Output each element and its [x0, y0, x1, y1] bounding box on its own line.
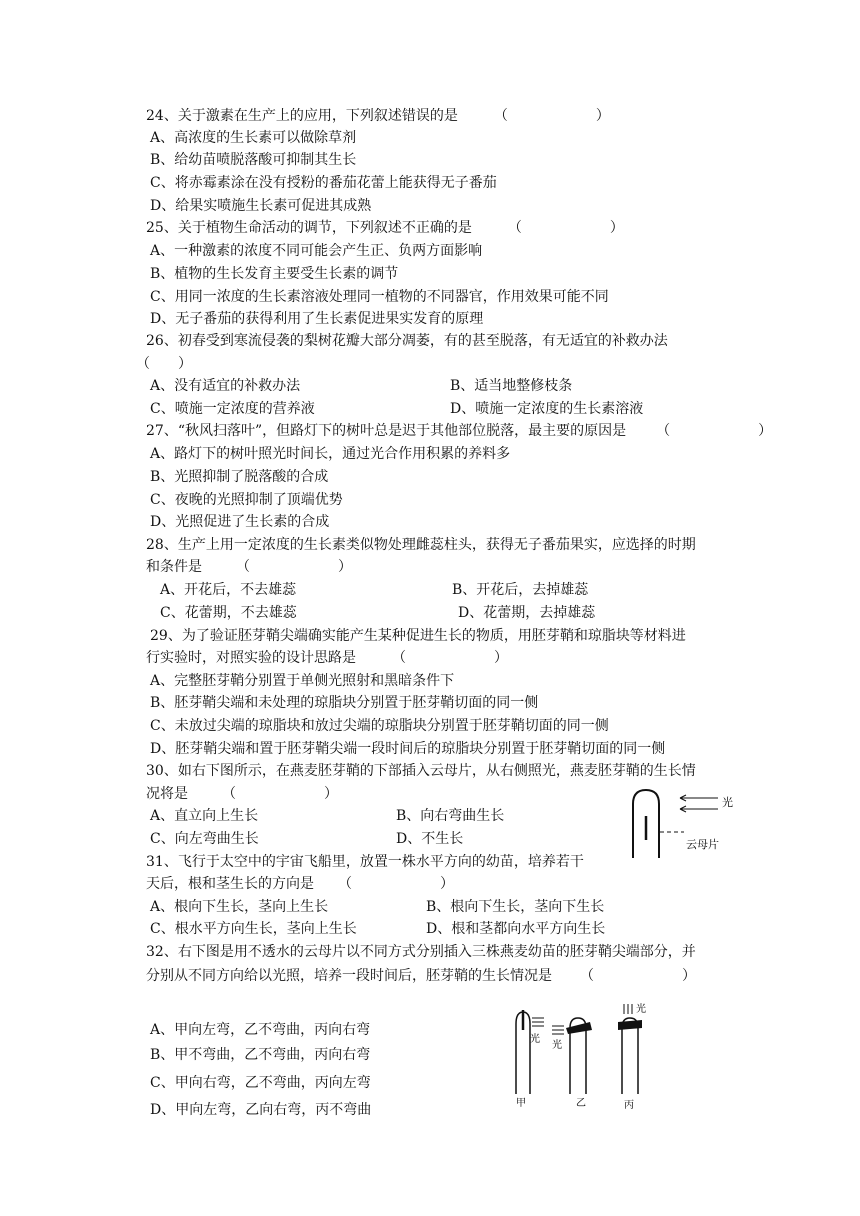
answer-paren: （ ）	[222, 786, 358, 802]
q26-option-c: C、喷施一定浓度的营养液	[150, 401, 315, 417]
q27-option-b: B、光照抑制了脱落酸的合成	[150, 469, 329, 485]
answer-paren: （ ）	[392, 650, 528, 666]
q31-stem-line1: 31、飞行于太空中的宇宙飞船里，放置一株水平方向的幼苗，培养若干	[146, 854, 584, 870]
q29-option-d: D、胚芽鞘尖端和置于胚芽鞘尖端一段时间后的琼脂块分别置于胚芽鞘切面的同一侧	[150, 741, 666, 757]
q28-option-a: A、开花后，不去雄蕊	[160, 582, 297, 598]
q32-stem-line2: 分别从不同方向给以光照，培养一段时间后，胚芽鞘的生长情况是 （ ）	[146, 968, 716, 984]
q24-option-d: D、给果实喷施生长素可促进其成熟	[150, 198, 372, 214]
q32-option-d: D、甲向左弯，乙向右弯，丙不弯曲	[150, 1102, 372, 1118]
q32-seedlings-figure	[500, 1000, 670, 1112]
q30-option-c: C、向左弯曲生长	[150, 831, 259, 847]
q24-option-a: A、高浓度的生长素可以做除草剂	[150, 130, 357, 146]
q28-stem-line1: 28、生产上用一定浓度的生长素类似物处理雌蕊柱头，获得无子番茄果实，应选择的时期	[146, 537, 696, 553]
answer-paren: （ ）	[338, 876, 474, 892]
q28-option-c: C、花蕾期，不去雄蕊	[160, 605, 297, 621]
seedling-bing	[618, 1002, 646, 1111]
q30-stem-line1: 30、如右下图所示，在燕麦胚芽鞘的下部插入云母片，从右侧照光，燕麦胚芽鞘的生长情	[146, 763, 696, 779]
q31-option-c: C、根水平方向生长，茎向上生长	[150, 921, 357, 937]
fig-label-yi: 乙	[576, 1098, 586, 1109]
q29-option-a: A、完整胚芽鞘分别置于单侧光照射和黑暗条件下	[150, 673, 455, 689]
q30-option-d: D、不生长	[396, 831, 464, 847]
q24-stem: 24、关于激素在生产上的应用，下列叙述错误的是 （ ）	[146, 108, 630, 124]
q32-option-a: A、甲向左弯，乙不弯曲，丙向右弯	[150, 1022, 371, 1038]
q31-option-a: A、根向下生长，茎向上生长	[150, 899, 329, 915]
answer-paren: （ ）	[507, 220, 644, 236]
q27-stem: 27、“秋风扫落叶”，但路灯下的树叶总是迟于其他部位脱落，最主要的原因是 （ ）	[146, 423, 793, 439]
q26-option-d: D、喷施一定浓度的生长素溶液	[450, 401, 644, 417]
answer-paren: （ ）	[656, 423, 793, 439]
q27-option-d: D、光照促进了生长素的合成	[150, 514, 330, 530]
fig-mica-label: 云母片	[686, 838, 719, 851]
q30-option-a: A、直立向上生长	[150, 808, 259, 824]
q25-stem: 25、关于植物生命活动的调节，下列叙述不正确的是 （ ）	[146, 220, 644, 236]
fig-light-label: 光	[552, 1040, 562, 1051]
q30-option-b: B、向右弯曲生长	[396, 808, 505, 824]
light-arrows-icon	[624, 1004, 632, 1014]
q31-stem-line2: 天后，根和茎生长的方向是 （ ）	[146, 876, 474, 892]
q24-option-c: C、将赤霉素涂在没有授粉的番茄花蕾上能获得无子番茄	[150, 175, 497, 191]
q29-option-c: C、未放过尖端的琼脂块和放过尖端的琼脂块分别置于胚芽鞘切面的同一侧	[150, 718, 609, 734]
answer-paren: （ ）	[493, 108, 630, 124]
q26-option-a: A、没有适宜的补救办法	[150, 378, 301, 394]
q24-option-b: B、给幼苗喷脱落酸可抑制其生长	[150, 152, 357, 168]
q25-option-b: B、植物的生长发育主要受生长素的调节	[150, 266, 399, 282]
q29-stem-line1: 29、为了验证胚芽鞘尖端确实能产生某种促进生长的物质，用胚芽鞘和琼脂块等材料进	[150, 628, 686, 644]
fig-light-label: 光	[722, 796, 733, 809]
q30-coleoptile-figure	[620, 786, 740, 866]
q26-stem: 26、初春受到寒流侵袭的梨树花瓣大部分凋萎，有的甚至脱落，有无适宜的补救办法	[146, 333, 668, 349]
q31-option-d: D、根和茎都向水平方向生长	[426, 921, 606, 937]
q32-option-c: C、甲向右弯，乙不弯曲，丙向左弯	[150, 1075, 371, 1091]
light-arrows-icon	[552, 1026, 564, 1034]
q27-option-a: A、路灯下的树叶照光时间长，通过光合作用积累的养料多	[150, 446, 511, 462]
answer-paren: （ ）	[136, 356, 192, 372]
answer-paren: （ ）	[236, 559, 372, 575]
q28-option-d: D、花蕾期，去掉雄蕊	[458, 605, 596, 621]
fig-light-label: 光	[530, 1034, 540, 1045]
q28-option-b: B、开花后，去掉雄蕊	[452, 582, 589, 598]
seedling-yi	[552, 1018, 592, 1109]
q26-option-b: B、适当地整修枝条	[450, 378, 573, 394]
q25-option-d: D、无子番茄的获得利用了生长素促进果实发育的原理	[150, 311, 484, 327]
q29-option-b: B、胚芽鞘尖端和未处理的琼脂块分别置于胚芽鞘切面的同一侧	[150, 695, 539, 711]
seedling-jia	[516, 1010, 544, 1109]
q25-option-a: A、一种激素的浓度不同可能会产生正、负两方面影响	[150, 243, 483, 259]
answer-paren: （ ）	[580, 968, 716, 984]
fig-light-label: 光	[636, 1004, 646, 1015]
light-arrows-icon	[532, 1018, 544, 1026]
q32-option-b: B、甲不弯曲，乙不弯曲，丙向右弯	[150, 1047, 371, 1063]
q32-stem-line1: 32、右下图是用不透水的云母片以不同方式分别插入三株燕麦幼苗的胚芽鞘尖端部分，并	[146, 944, 696, 960]
q27-option-c: C、夜晚的光照抑制了顶端优势	[150, 492, 343, 508]
fig-label-bing: 丙	[624, 1100, 634, 1111]
q31-option-b: B、根向下生长，茎向下生长	[426, 899, 605, 915]
q25-option-c: C、用同一浓度的生长素溶液处理同一植物的不同器官，作用效果可能不同	[150, 289, 609, 305]
q28-stem-line2: 和条件是 （ ）	[146, 559, 372, 575]
q29-stem-line2: 行实验时，对照实验的设计思路是 （ ）	[146, 650, 528, 666]
fig-label-jia: 甲	[516, 1098, 526, 1109]
q30-stem-line2: 况将是 （ ）	[146, 786, 358, 802]
